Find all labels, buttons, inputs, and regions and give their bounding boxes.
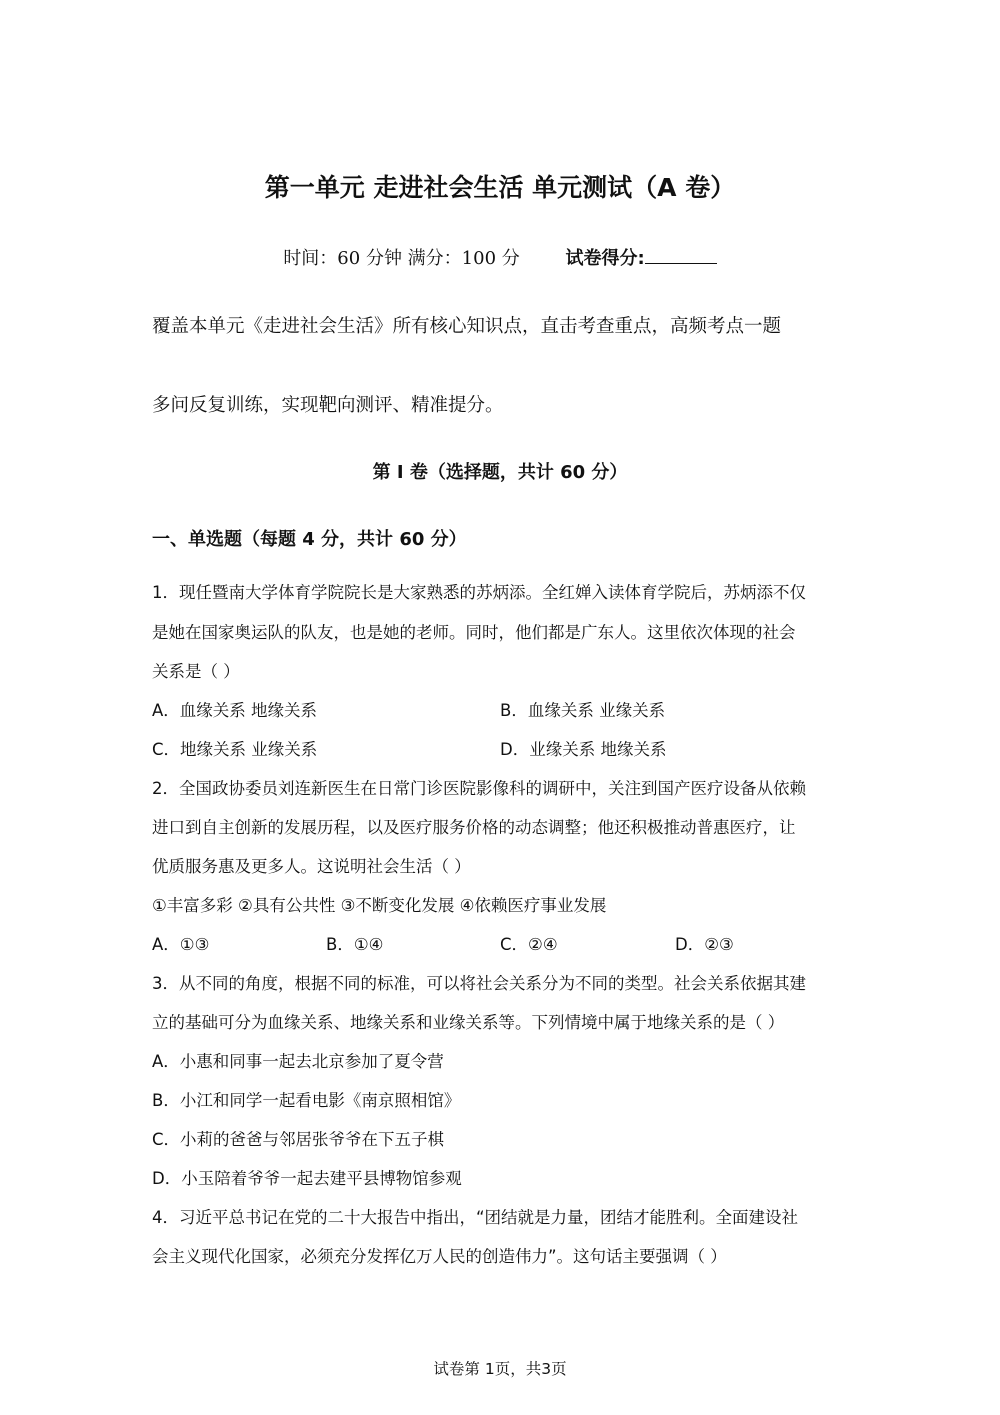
question-3-option-b: B．小江和同学一起看电影《南京照相馆》: [152, 1091, 461, 1110]
question-2-line-2: 进口到自主创新的发展历程，以及医疗服务价格的动态调整；他还积极推动普惠医疗，让: [152, 818, 796, 837]
question-1-line-3: 关系是（ ）: [152, 662, 240, 681]
question-2-statements: ①丰富多彩 ②具有公共性 ③不断变化发展 ④依赖医疗事业发展: [152, 896, 607, 915]
question-3-option-d: D．小玉陪着爷爷一起去建平县博物馆参观: [152, 1169, 462, 1188]
section-title: 一、单选题（每题 4 分，共计 60 分）: [152, 529, 467, 550]
question-1-option-b: B．血缘关系 业缘关系: [500, 701, 666, 720]
page-footer: 试卷第 1页，共3页: [433, 1360, 567, 1378]
question-2-option-b: B．①④: [326, 935, 384, 954]
score-blank: [645, 245, 717, 264]
question-2-option-d: D．②③: [675, 935, 734, 954]
question-1-option-a: A．血缘关系 地缘关系: [152, 701, 318, 720]
time-and-score-info: 时间：60 分钟 满分：100 分: [283, 248, 520, 269]
question-4-line-1: 4．习近平总书记在党的二十大报告中指出，“团结就是力量，团结才能胜利。全面建设社: [152, 1208, 799, 1227]
score-label: 试卷得分:: [565, 248, 645, 269]
question-1-option-c: C．地缘关系 业缘关系: [152, 740, 318, 759]
intro-line-2: 多问反复训练，实现靶向测评、精准提分。: [152, 395, 504, 416]
question-2-line-1: 2．全国政协委员刘连新医生在日常门诊医院影像科的调研中，关注到国产医疗设备从依赖: [152, 779, 806, 798]
question-2-option-a: A．①③: [152, 935, 210, 954]
question-3-option-a: A．小惠和同事一起去北京参加了夏令营: [152, 1052, 444, 1071]
exam-meta: [0, 244, 1000, 270]
question-2-line-3: 优质服务惠及更多人。这说明社会生活（ ）: [152, 857, 471, 876]
question-3-line-2: 立的基础可分为血缘关系、地缘关系和业缘关系等。下列情境中属于地缘关系的是（ ）: [152, 1013, 785, 1032]
question-1-line-1: 1．现任暨南大学体育学院院长是大家熟悉的苏炳添。全红婵入读体育学院后，苏炳添不仅: [152, 583, 806, 602]
question-3-option-c: C．小莉的爸爸与邻居张爷爷在下五子棋: [152, 1130, 445, 1149]
question-1-line-2: 是她在国家奥运队的队友，也是她的老师。同时，他们都是广东人。这里依次体现的社会: [152, 623, 796, 642]
part-title: 第 I 卷（选择题，共计 60 分）: [372, 462, 628, 483]
exam-title: 第一单元 走进社会生活 单元测试（A 卷）: [264, 173, 736, 202]
question-1-option-d: D．业缘关系 地缘关系: [500, 740, 667, 759]
intro-line-1: 覆盖本单元《走进社会生活》所有核心知识点，直击考查重点，高频考点一题: [152, 316, 782, 337]
question-3-line-1: 3．从不同的角度，根据不同的标准，可以将社会关系分为不同的类型。社会关系依据其建: [152, 974, 806, 993]
question-4-line-2: 会主义现代化国家，必须充分发挥亿万人民的创造伟力”。这句话主要强调（ ）: [152, 1247, 727, 1266]
question-2-option-c: C．②④: [500, 935, 558, 954]
